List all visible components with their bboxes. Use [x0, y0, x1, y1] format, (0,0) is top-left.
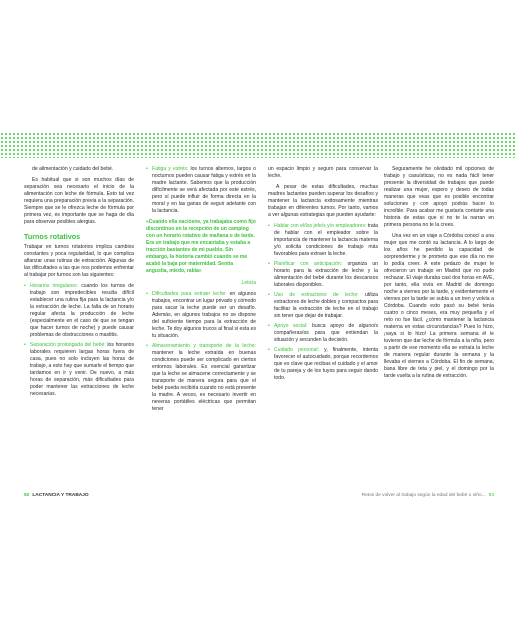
item-text: en algunos trabajos, encontrar un lugar privado y cómodo para sacar la leche puede ser un desafío. Además, en algunos trabajos no se dispone del suficiente tiempo para la extracción de leche. Te doy algunos trucos al final si esta es tu situación.: [152, 291, 256, 339]
paragraph: de alimentación y cuidado del bebé.: [32, 166, 114, 172]
item-text: los turnos alternos, largos o nocturnos pueden causar fatiga y estrés en la madre lactante. Sabemos que la producción difícilmente se verá afectada por este estrés, pero sí puede influir de forma directa en la moral y en las ganas de seguir adelante con la lactancia.: [152, 166, 256, 214]
right-column-2: [384, 166, 494, 484]
quote-author: Leticia: [241, 280, 256, 286]
bullet-icon: •: [24, 342, 26, 348]
left-column-1: [24, 166, 134, 484]
green-dot-band: [0, 132, 516, 158]
item-lead: Fatiga y estrés:: [152, 166, 189, 172]
bullet-icon: •: [268, 323, 270, 329]
bullet-icon: •: [146, 291, 148, 297]
list-item: [146, 343, 256, 413]
item-lead: Horarios irregulares:: [30, 283, 78, 289]
bullet-icon: •: [24, 283, 26, 289]
item-text: los horarios laborales requieren largas horas fuera de casa, pues no solo incluyen las horas de trabajo, a esto hay que sumarle el tiempo que tardamos en ir y venir. De nuevo, a más horas de separación, más dificultades para poder mantener las extracciones de leche necesarias.: [30, 342, 134, 397]
item-lead: Uso de extractores de leche:: [274, 292, 359, 298]
item-text: cuando los turnos de trabajo son impredecibles resulta difícil establecer una rutina fija para la lactancia y/o la extracción de leche. La falta de un horario regular afecta la producción de leche (especialmente en el caso de que se tengan que hacer turnos de noche) y puede causar problemas de obstrucciones o mastitis.: [30, 283, 134, 338]
item-lead: Apoyo social:: [274, 323, 308, 329]
paragraph: A pesar de estas dificultades, muchas madres lactantes pueden superar los desafíos y mantener la lactancia exitosamente mientras trabajan en diferentes turnos. Por tanto, vamos a ver algunas estrategias que pueden ayudarte:: [268, 184, 378, 218]
item-lead: Dificultades para extraer leche:: [152, 291, 227, 297]
paragraph: Seguramente he olvidado mil opciones de trabajo y casuísticas, no es nada fácil tener presente la diversidad de trabajos que puede realizar una mujer, espero y deseo de todas maneras que veas que es posible encontrar soluciones y con apoyo podrás hacer lo increíble. Para acabar me gustaría contarte una historia de estas que si no te la narran en primera persona no te la crees.: [384, 166, 494, 228]
bullet-icon: •: [146, 343, 148, 349]
paragraph: Es habitual que si son muchos días de separación sea necesario el inicio de la alimentación con leche de fórmula. Esto tal vez requiera una preparación previa a la separación. Siempre que se le ofrezca leche de fórmula por primera vez, es importante que se haga de día para observar posibles alergias.: [24, 177, 134, 225]
paragraph: Una vez en un viaje a Córdoba conocí a una mujer que me contó su lactancia. A lo largo de los años he perdido la capacidad de sorprenderme y te prometo que ese día no me lo podía creer. A este pedazo de mujer le ofrecieron un trabajo en Madrid que no pudo rechazar. El viaje duraba casi dos horas en AVE, por tanto, ella vivía en Madrid de domingo noche a viernes por la tarde, y evidentemente el viernes por la tarde se subía a un tren y volvía a Córdoba. Cuando esto pasó su bebé tenía cuatro o cinco meses, era muy pequeña y el reto no fue fácil, ¿cómo mantener la lactancia materna en estas circunstancias? Pues lo hizo, ¡vaya si lo hizo! La primera semana él le tuvieron que dar leche de fórmula a la niña, pero a partir de ese momento ella se extraía la leche de manera regular durante la semana y la llevaba el viernes a Córdoba. El fin de semana, bana libre de teta y piel, y el domingo por la tarde vuelta a la rutina de extracción.: [384, 233, 494, 379]
item-lead: Hablar con el/los jefe/s y/o empleadores:: [274, 223, 367, 229]
item-text: y, finalmente, intenta favorecer el autocuidado, porque recordemos que es clave que recibas el cuidado y el amor de tu pareja y de los tuyos para seguir dando todo.: [274, 347, 378, 381]
list-item: [268, 292, 378, 320]
list-item: [268, 261, 378, 289]
paragraph: un espacio limpio y seguro para conservar la leche.: [268, 166, 378, 179]
list-item: [268, 347, 378, 382]
bullet-icon: •: [268, 223, 270, 229]
item-lead: Almacenamiento y transporte de la leche:: [152, 343, 256, 349]
bullet-icon: •: [268, 261, 270, 267]
section-heading: Turnos rotativos: [24, 232, 81, 241]
left-column-2: [146, 166, 256, 484]
list-item: [24, 342, 134, 398]
list-item: [24, 283, 134, 339]
item-lead: Cuidado personal:: [274, 347, 319, 353]
paragraph: Trabajar en turnos rotatorios implica cambios constantes y poca regularidad, lo que complica afianzar unas rutinas de extracción. Algunas de las dificultades a las que nos podemos enfrentar al trabajar por turnos son las siguientes:: [24, 244, 134, 278]
running-head: Retos de volver al trabajo según la edad del bebé o niño...: [361, 493, 486, 498]
bullet-icon: •: [268, 347, 270, 353]
item-text: trata de hablar con el empleador sobre la importancia de mantener la lactancia materna y/o solicita condiciones de trabajo más favorables para extraer la leche.: [274, 223, 378, 257]
bullet-list: [146, 166, 256, 215]
bullet-list: [24, 283, 134, 398]
pull-quote: «Cuando ella nacióene, ya trabajaba como fijo discontinuo en la recepción de un camping con un horario rotativo de mañana o de tarde. Era un trabajo que me encantaba y estaba a tracción bastantes de mi pueblo. Sin embargo, la historia cambió cuando se me acabó la baja por maternidad. Sentía angustia, miedo, rabia»: [146, 219, 256, 274]
item-text: busca apoyo de alguno/s compañeras/os para que entiendan la situación y secunden la decisión.: [274, 323, 378, 343]
page-number: 92: [24, 493, 30, 498]
item-text: mantener la leche extraída en buenas condiciones puede ser complicado en ciertos entornos laborales. Es esencial garantizar que la leche se almacene correctamente y se transporte de manera segura para que el bebé pueda recibirla cuando no está presente la madre. A veces, es necesario invertir en neveras portátiles eléctricas que permitan tener: [152, 350, 256, 412]
item-lead: Planificar con anticipación:: [274, 261, 343, 267]
item-text: organiza un horario para la extracción de leche y la alimentación del bebé durante los descansos laborales disponibles.: [274, 261, 378, 288]
page-number: 93: [488, 493, 494, 498]
list-item: [268, 223, 378, 258]
running-head: LACTANCIA Y TRABAJO: [32, 493, 89, 498]
bullet-icon: •: [146, 166, 148, 172]
item-text: utiliza extractores de leche dobles y compactos para facilitar la extracción de leche en el trabajo sin tener que dejar de trabajar.: [274, 292, 378, 319]
right-page-folio: [362, 493, 494, 499]
bullet-list: [268, 223, 378, 382]
bullet-list: [146, 291, 256, 413]
left-page-folio: [24, 493, 89, 499]
item-lead: Separación prolongada del bebé:: [30, 342, 106, 348]
bullet-icon: •: [268, 292, 270, 298]
left-page: [24, 166, 256, 484]
right-page: [268, 166, 494, 484]
list-item: [268, 323, 378, 344]
list-item: [146, 291, 256, 340]
right-column-1: [268, 166, 378, 484]
list-item: [146, 166, 256, 215]
